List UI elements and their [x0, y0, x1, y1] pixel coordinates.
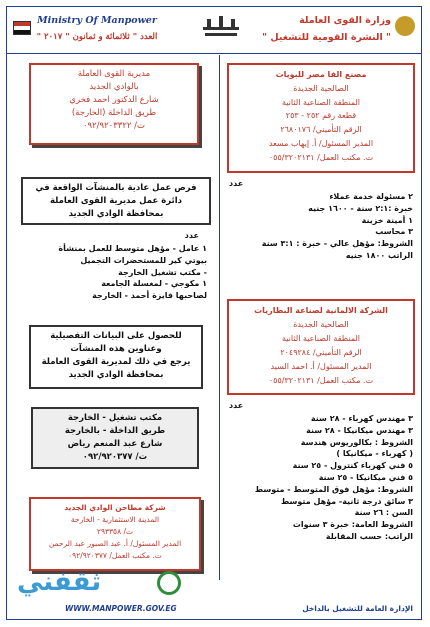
job-line: ٥ فني ميكانيكا - ٢٥ سنة [318, 472, 413, 482]
directorate-line: شارع الدكتور احمد فخري [69, 95, 159, 105]
directorate-box [29, 63, 199, 145]
office-line: ت/ ٠٩٢/٩٢٠٣٧٧ [82, 452, 148, 462]
opportunities-box [21, 177, 211, 225]
battery-company-line: الصالحية الجديدة [293, 320, 349, 329]
job-line: - مكتب تشغيل الخارجة [118, 267, 207, 277]
jobs2-count-header: عدد [229, 401, 244, 410]
company-mills-line: شركة مطاحن الوادي الجديد [64, 503, 166, 512]
bulletin-page [6, 6, 422, 620]
website-link[interactable]: WWW.MANPOWER.GOV.EG [65, 604, 177, 613]
battery-company-box [227, 299, 415, 395]
ministry-english: Ministry Of Manpower [37, 15, 157, 26]
directorate-line: بالوادي الجديد [89, 82, 139, 92]
battery-company-line: المدير المسئول/ أ. احمد السيد [270, 362, 372, 371]
battery-company-line: الشركة الالمانية لصناعة البطاريات [254, 306, 388, 315]
job-line: الراتب ١٨٠٠ جنيه [345, 250, 413, 260]
company-mills-line: المدينة الاستثمارية - الخارجة [70, 515, 160, 524]
job-line: بيوتي كير للمستحضرات التجميل [80, 255, 207, 265]
header-right [231, 15, 391, 43]
company-mills-box [29, 497, 201, 571]
paint-factory-line: المدير المسئول/ أ. إيهاب مسعد [268, 138, 374, 148]
office-line: مكتب تشغيل - الخارجة [67, 413, 163, 423]
job-line: ٥ فني كهرباء كنترول - ٢٥ سنة [292, 461, 413, 471]
paint-factory-box [227, 63, 415, 173]
directorate-line: ت/ ٠٩٢/٩٢٠٣٣٢٢ [82, 121, 146, 131]
job-line: ٣ مهندس كهرباء - ٢٨ سنة [310, 414, 413, 423]
job-line: ٢ مسئولة خدمة عملاء [329, 192, 413, 201]
battery-company-line: الرقم التأميني/ ٢٠٤٩٢٨٤ [280, 348, 362, 357]
bulletin-title: " النشرة القومية للتشغيل " [262, 32, 391, 43]
jobs1-count-header: عدد [229, 179, 244, 188]
battery-company-line: المنطقة الصناعية الثانية [281, 334, 361, 343]
battery-company-line: ت. مكتب العمل/ ٠٥٥/٣٢٠٢١٣١ [268, 376, 374, 385]
column-divider [219, 55, 220, 580]
job-line: الشروط: مؤهل فوق المتوسط - متوسط [254, 484, 413, 494]
job-line: ٣ مهندس ميكانيكا - ٢٨ سنة [306, 425, 413, 435]
company-mills-line: ت. مكتب العمل/ ٠٩٢/٩٢٠٣٧٧ [68, 551, 162, 560]
paint-factory-line: الرقم التأميني/ ٢٦٨٠١٧٦ [280, 125, 362, 135]
office-line: شارع عبد المنعم رياض [67, 439, 163, 449]
paint-factory-line: ت. مكتب العمل/ ٠٥٥/٣٢٠٢١٣١ [268, 152, 374, 162]
ministry-arabic: وزارة القوى العاملة [299, 15, 391, 26]
watermark-logo-icon [157, 571, 181, 595]
details-line: وعناوين هذه المنشآت [70, 344, 162, 354]
job-line: ١ عامل - مؤهل متوسط للعمل بمنشأة [58, 244, 207, 253]
job-line: لصاحبها فايزة أحمد - الخارجة [92, 291, 207, 301]
job-line: ٣ محاسب [375, 227, 413, 237]
opportunities-line: دائرة عمل مديرية القوى العاملة [49, 196, 183, 206]
details-box [29, 325, 203, 389]
paint-factory-line: المنطقة الصناعية الثانية [281, 97, 361, 107]
directorate-line: طريق الداخلة (الخارجة) [71, 108, 157, 118]
office-box [31, 407, 199, 469]
watermark-text: ثقفني [17, 567, 102, 597]
department-footer: الإدارة العامة للتشغيل بالداخل [302, 604, 413, 613]
eagle-emblem-icon [395, 16, 415, 36]
header-left [11, 15, 183, 42]
job-line: الشروط: مؤهل عالي - خبرة : ٣:١ سنة [261, 239, 413, 249]
issue-line: العدد " ثلاثمائة و ثمانون " ٢٠١٧ " [36, 32, 158, 42]
header-divider [7, 53, 421, 54]
paint-factory-line: قطعة رقم ٢٥٢ - ٢٥٣ [285, 111, 357, 121]
job-line: الراتب: حسب المقابلة [325, 531, 413, 541]
opportunities-line: بمحافظة الوادي الجديد [68, 209, 164, 219]
battery-jobs-list [223, 413, 413, 543]
directorate-line: مديرية القوى العاملة [77, 69, 151, 79]
job-line: السن : ٢٦ سنة [354, 508, 413, 518]
left-jobs-list [11, 243, 207, 302]
details-line: بمحافظة الوادي الجديد [68, 370, 164, 380]
job-line: الشروط العامة: خبرة ٣ سنوات [292, 520, 413, 530]
details-line: للحصول على البيانات التفصيلية [50, 331, 182, 341]
jobs-count-header: عدد [184, 231, 199, 240]
office-line: طريق الداخلة - بالخارجة [64, 426, 166, 436]
paint-factory-line: الصالحية الجديدة [293, 83, 349, 93]
job-line: خبرة :٢:١ سنة - ١٦٠٠ جنيه [308, 203, 413, 213]
job-line: الشروط : بكالوريوس هندسة [300, 437, 413, 447]
opportunities-line: فرص عمل عادية بالمنشآت الواقعة في [35, 183, 197, 193]
paint-jobs-list [223, 191, 413, 262]
company-mills-line: المدير المسئول/ أ. عبد الصبور عبد الرحمن [48, 539, 182, 548]
job-line: ( كهرباء - ميكانيكا ) [336, 449, 413, 459]
job-line: ١ مكوجي - لمغسلة الجامعة [101, 279, 207, 289]
job-line: ١ أمينة خزينة [361, 215, 413, 225]
job-line: ٣ سائق درجة ثانية- مؤهل متوسط [280, 496, 413, 506]
details-line: يرجع في ذلك لمديرية القوى العاملة [41, 357, 191, 367]
company-mills-line: ت/ ٢٩٣٣٥٨ [96, 527, 134, 536]
paint-factory-line: مصنع الفا مصر للبويات [275, 70, 367, 79]
